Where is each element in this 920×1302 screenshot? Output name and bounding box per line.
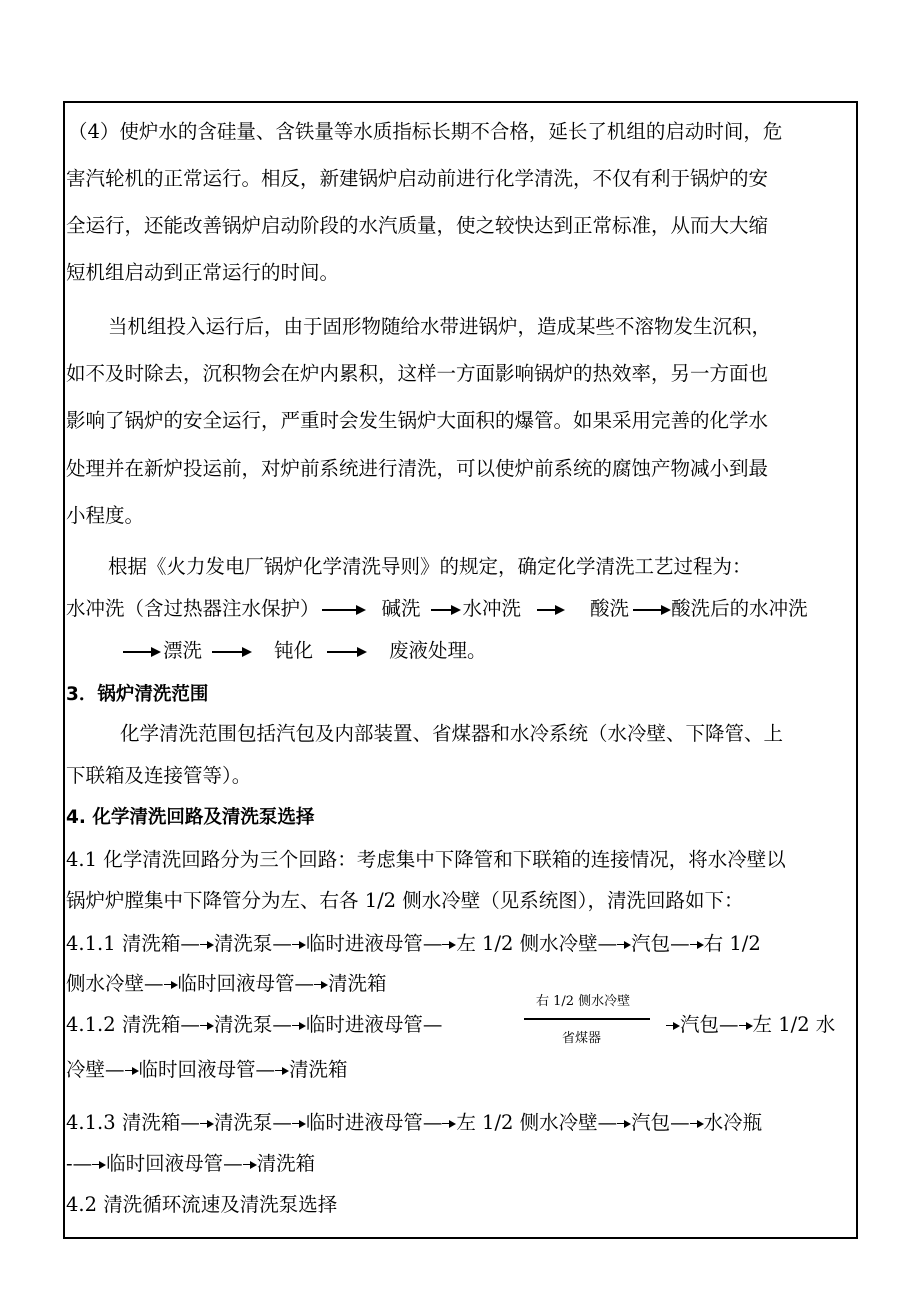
- circuit-1-text: 临时进液母管—: [305, 932, 443, 955]
- paragraph-2-line-2: 如不及时除去，沉积物会在炉内累积，这样一方面影响锅炉的热效率，另一方面也: [66, 362, 769, 385]
- process-step-passivation: 钝化: [274, 639, 314, 662]
- flow-arrow: [275, 1065, 289, 1077]
- process-step-acid-wash: 酸洗: [590, 597, 630, 620]
- circuit-3-text: 清洗泵—: [213, 1111, 292, 1134]
- branch-divider: [524, 1018, 650, 1020]
- process-flow-line-1: [66, 596, 808, 622]
- circuit-1-text: 清洗箱: [328, 972, 387, 995]
- process-arrow: [322, 603, 366, 617]
- paragraph-3: 根据《火力发电厂锅炉化学清洗导则》的规定，确定化学清洗工艺过程为：: [108, 555, 752, 578]
- flow-arrow: [442, 1118, 456, 1130]
- circuit-3-line-2: [66, 1151, 315, 1177]
- circuit-3-text: 临时进液母管—: [305, 1111, 443, 1134]
- circuit-3-text: 4.1.3 清洗箱—: [66, 1111, 200, 1134]
- process-step-water-flush-2: 水冲洗: [462, 597, 522, 620]
- paragraph-1-line-2: 害汽轮机的正常运行。相反，新建锅炉启动前进行化学清洗，不仅有利于锅炉的安: [66, 167, 769, 190]
- flow-arrow: [200, 939, 214, 951]
- circuit-3-text: 汽包—: [631, 1111, 690, 1134]
- section-3-line-1: 化学清洗范围包括汽包及内部装置、省煤器和水冷系统（水冷壁、下降管、上: [120, 722, 784, 745]
- flow-arrow: [292, 939, 306, 951]
- flow-arrow: [442, 939, 456, 951]
- flow-arrow: [690, 939, 704, 951]
- circuit-3-text: -—: [66, 1152, 93, 1175]
- process-step-post-acid-flush: 酸洗后的水冲洗: [671, 597, 808, 620]
- branch-bottom-label: 省煤器: [562, 1031, 602, 1046]
- process-arrow: [212, 645, 252, 659]
- paragraph-1-line-4: 短机组启动到正常运行的时间。: [66, 261, 340, 284]
- process-step-water-flush: 水冲洗（含过热器注水保护）: [66, 597, 320, 620]
- paragraph-1-line-1: （4）使炉水的含硅量、含铁量等水质指标长期不合格，延长了机组的启动时间，危: [68, 120, 783, 143]
- circuit-2-text: 4.1.2 清洗箱—: [66, 1013, 200, 1036]
- section-4-heading: 4. 化学清洗回路及清洗泵选择: [66, 807, 315, 828]
- process-arrow: [633, 603, 671, 617]
- flow-arrow: [739, 1020, 753, 1032]
- flow-arrow: [164, 979, 178, 991]
- process-step-rinse: 漂洗: [163, 639, 203, 662]
- process-step-alkali-wash: 碱洗: [381, 597, 421, 620]
- circuit-1-text: 右 1/2: [703, 932, 761, 955]
- paragraph-2-line-4: 处理并在新炉投运前，对炉前系统进行清洗，可以使炉前系统的腐蚀产物减小到最: [66, 457, 769, 480]
- flow-arrow: [200, 1020, 214, 1032]
- paragraph-2-line-5: 小程度。: [66, 504, 145, 527]
- flow-arrow: [617, 1118, 631, 1130]
- circuit-1-line-1: [66, 931, 761, 957]
- circuit-2-line-1b: [666, 1012, 835, 1038]
- circuit-2-line-2: [66, 1057, 348, 1083]
- circuit-1-text: 侧水冷壁—: [66, 972, 164, 995]
- circuit-2-text: 汽包—: [680, 1013, 739, 1036]
- circuit-2-text: 临时进液母管—: [305, 1013, 443, 1036]
- paragraph-1-line-3: 全运行，还能改善锅炉启动阶段的水汽质量，使之较快达到正常标准，从而大大缩: [66, 214, 769, 237]
- section-4-1-line-1: 4.1 化学清洗回路分为三个回路：考虑集中下降管和下联箱的连接情况，将水冷壁以: [66, 848, 786, 871]
- circuit-2-text: 临时回液母管—: [138, 1058, 276, 1081]
- circuit-1-text: 左 1/2 侧水冷壁—: [456, 932, 618, 955]
- process-arrow: [431, 603, 461, 617]
- process-arrow: [123, 645, 161, 659]
- section-4-1-line-2: 锅炉炉膛集中下降管分为左、右各 1/2 侧水冷壁（见系统图），清洗回路如下：: [66, 889, 744, 912]
- flow-arrow: [292, 1118, 306, 1130]
- flow-arrow: [200, 1118, 214, 1130]
- circuit-1-line-2: [66, 971, 387, 997]
- flow-arrow: [690, 1118, 704, 1130]
- flow-arrow: [92, 1159, 106, 1171]
- circuit-1-text: 汽包—: [631, 932, 690, 955]
- flow-arrow: [666, 1020, 680, 1032]
- circuit-3-text: 临时回液母管—: [106, 1152, 243, 1175]
- process-flow-line-2: [123, 638, 487, 664]
- circuit-3-text: 左 1/2 侧水冷壁—: [456, 1111, 618, 1134]
- circuit-1-text: 4.1.1 清洗箱—: [66, 932, 200, 955]
- flow-arrow: [243, 1159, 257, 1171]
- circuit-1-text: 清洗泵—: [213, 932, 292, 955]
- circuit-2-text: 冷壁—: [66, 1058, 125, 1081]
- paragraph-2-line-3: 影响了锅炉的安全运行，严重时会发生锅炉大面积的爆管。如果采用完善的化学水: [66, 409, 769, 432]
- process-arrow: [537, 603, 565, 617]
- circuit-3-line-1: [66, 1110, 762, 1136]
- circuit-3-text: 水冷瓶: [703, 1111, 763, 1134]
- flow-arrow: [314, 979, 328, 991]
- circuit-2-text: 清洗泵—: [213, 1013, 292, 1036]
- branch-top-label: 右 1/2 侧水冷壁: [536, 994, 631, 1009]
- section-3-line-2: 下联箱及连接管等）。: [66, 764, 252, 787]
- process-arrow: [327, 645, 367, 659]
- circuit-2-text: 左 1/2 水: [752, 1013, 836, 1036]
- process-step-waste-treatment: 废液处理。: [389, 639, 487, 662]
- section-4-2-heading: 4.2 清洗循环流速及清洗泵选择: [66, 1193, 338, 1216]
- flow-arrow: [292, 1020, 306, 1032]
- circuit-1-text: 临时回液母管—: [177, 972, 315, 995]
- circuit-3-text: 清洗箱: [256, 1152, 316, 1175]
- paragraph-2-line-1: 当机组投入运行后，由于固形物随给水带进锅炉，造成某些不溶物发生沉积，: [108, 315, 772, 338]
- flow-arrow: [617, 939, 631, 951]
- flow-arrow: [125, 1065, 139, 1077]
- section-3-heading: 3．锅炉清洗范围: [66, 684, 209, 705]
- circuit-2-text: 清洗箱: [289, 1058, 348, 1081]
- circuit-2-line-1a: [66, 1012, 442, 1038]
